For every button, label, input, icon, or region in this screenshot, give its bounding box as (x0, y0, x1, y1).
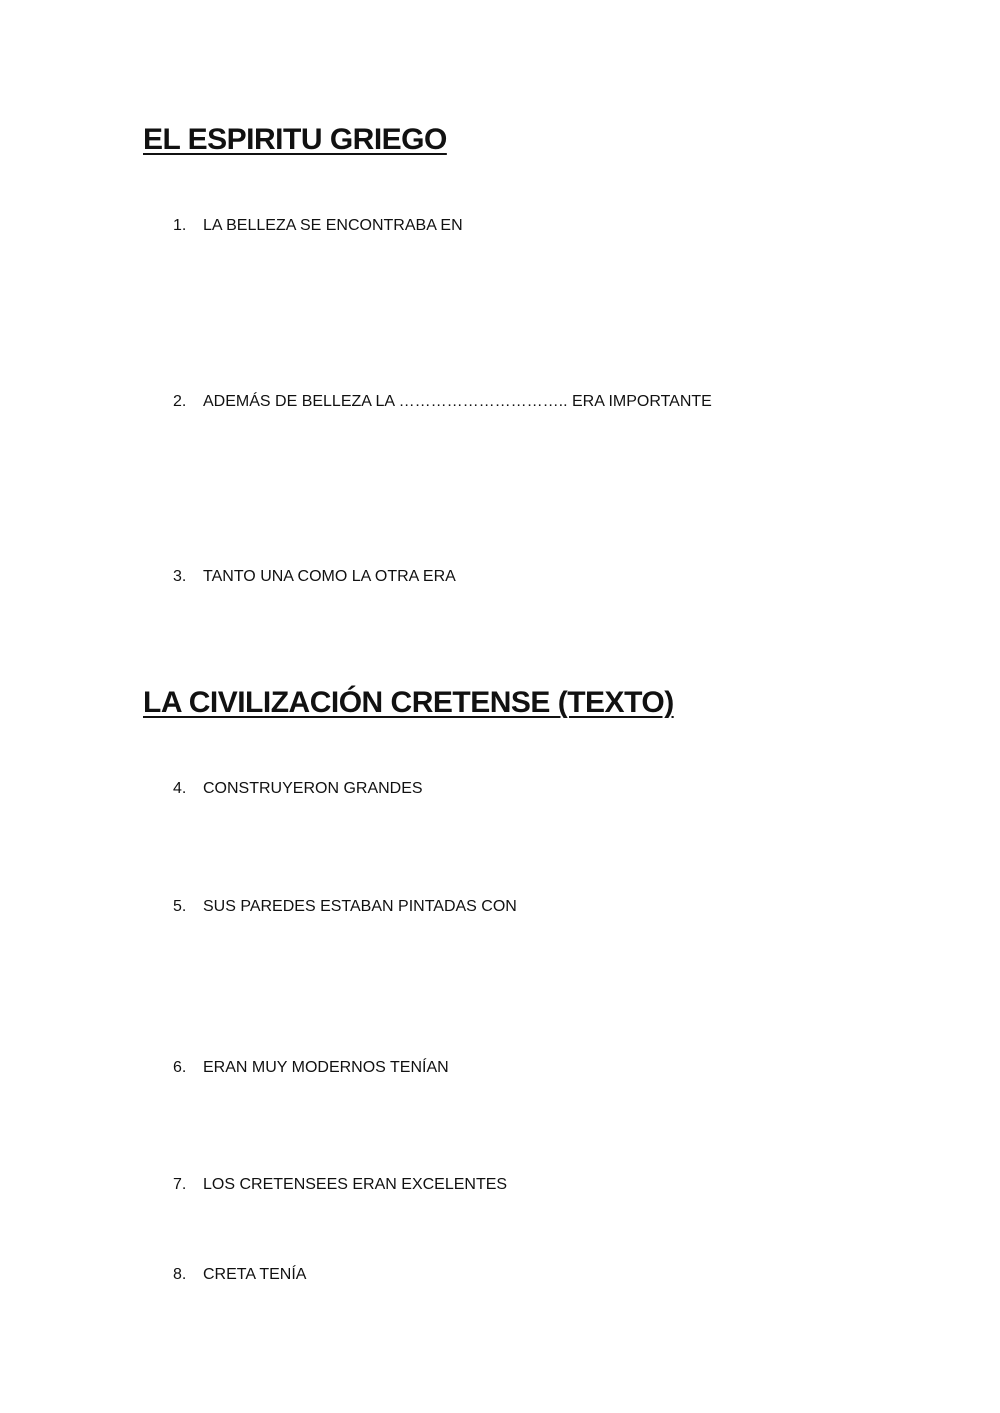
question-text: LOS CRETENSEES ERAN EXCELENTES (203, 1176, 508, 1193)
question-number: 7. (173, 1176, 187, 1193)
question-text: ADEMÁS DE BELLEZA LA ………………………….. ERA IMPORTANTE (203, 393, 712, 410)
question-item-5 (173, 897, 517, 917)
question-number: 4. (173, 780, 187, 797)
question-number: 1. (173, 217, 187, 234)
question-text: LA BELLEZA SE ENCONTRABA EN (203, 217, 463, 234)
question-text: CONSTRUYERON GRANDES (203, 780, 423, 797)
question-item-6 (173, 1058, 449, 1078)
question-text: CRETA TENÍA (203, 1266, 307, 1283)
question-item-2 (173, 392, 712, 412)
question-item-3 (173, 567, 456, 587)
question-number: 8. (173, 1266, 187, 1283)
question-number: 6. (173, 1059, 187, 1076)
section-heading-espiritu-griego: EL ESPIRITU GRIEGO (143, 123, 447, 156)
question-text: TANTO UNA COMO LA OTRA ERA (203, 568, 456, 585)
question-item-7 (173, 1175, 507, 1195)
question-number: 2. (173, 393, 187, 410)
question-number: 3. (173, 568, 187, 585)
question-item-1 (173, 216, 463, 236)
question-text: ERAN MUY MODERNOS TENÍAN (203, 1059, 449, 1076)
question-number: 5. (173, 898, 187, 915)
question-text: SUS PAREDES ESTABAN PINTADAS CON (203, 898, 517, 915)
section-heading-civilizacion-cretense: LA CIVILIZACIÓN CRETENSE (TEXTO) (143, 686, 674, 719)
question-item-4 (173, 779, 423, 799)
question-item-8 (173, 1265, 306, 1285)
